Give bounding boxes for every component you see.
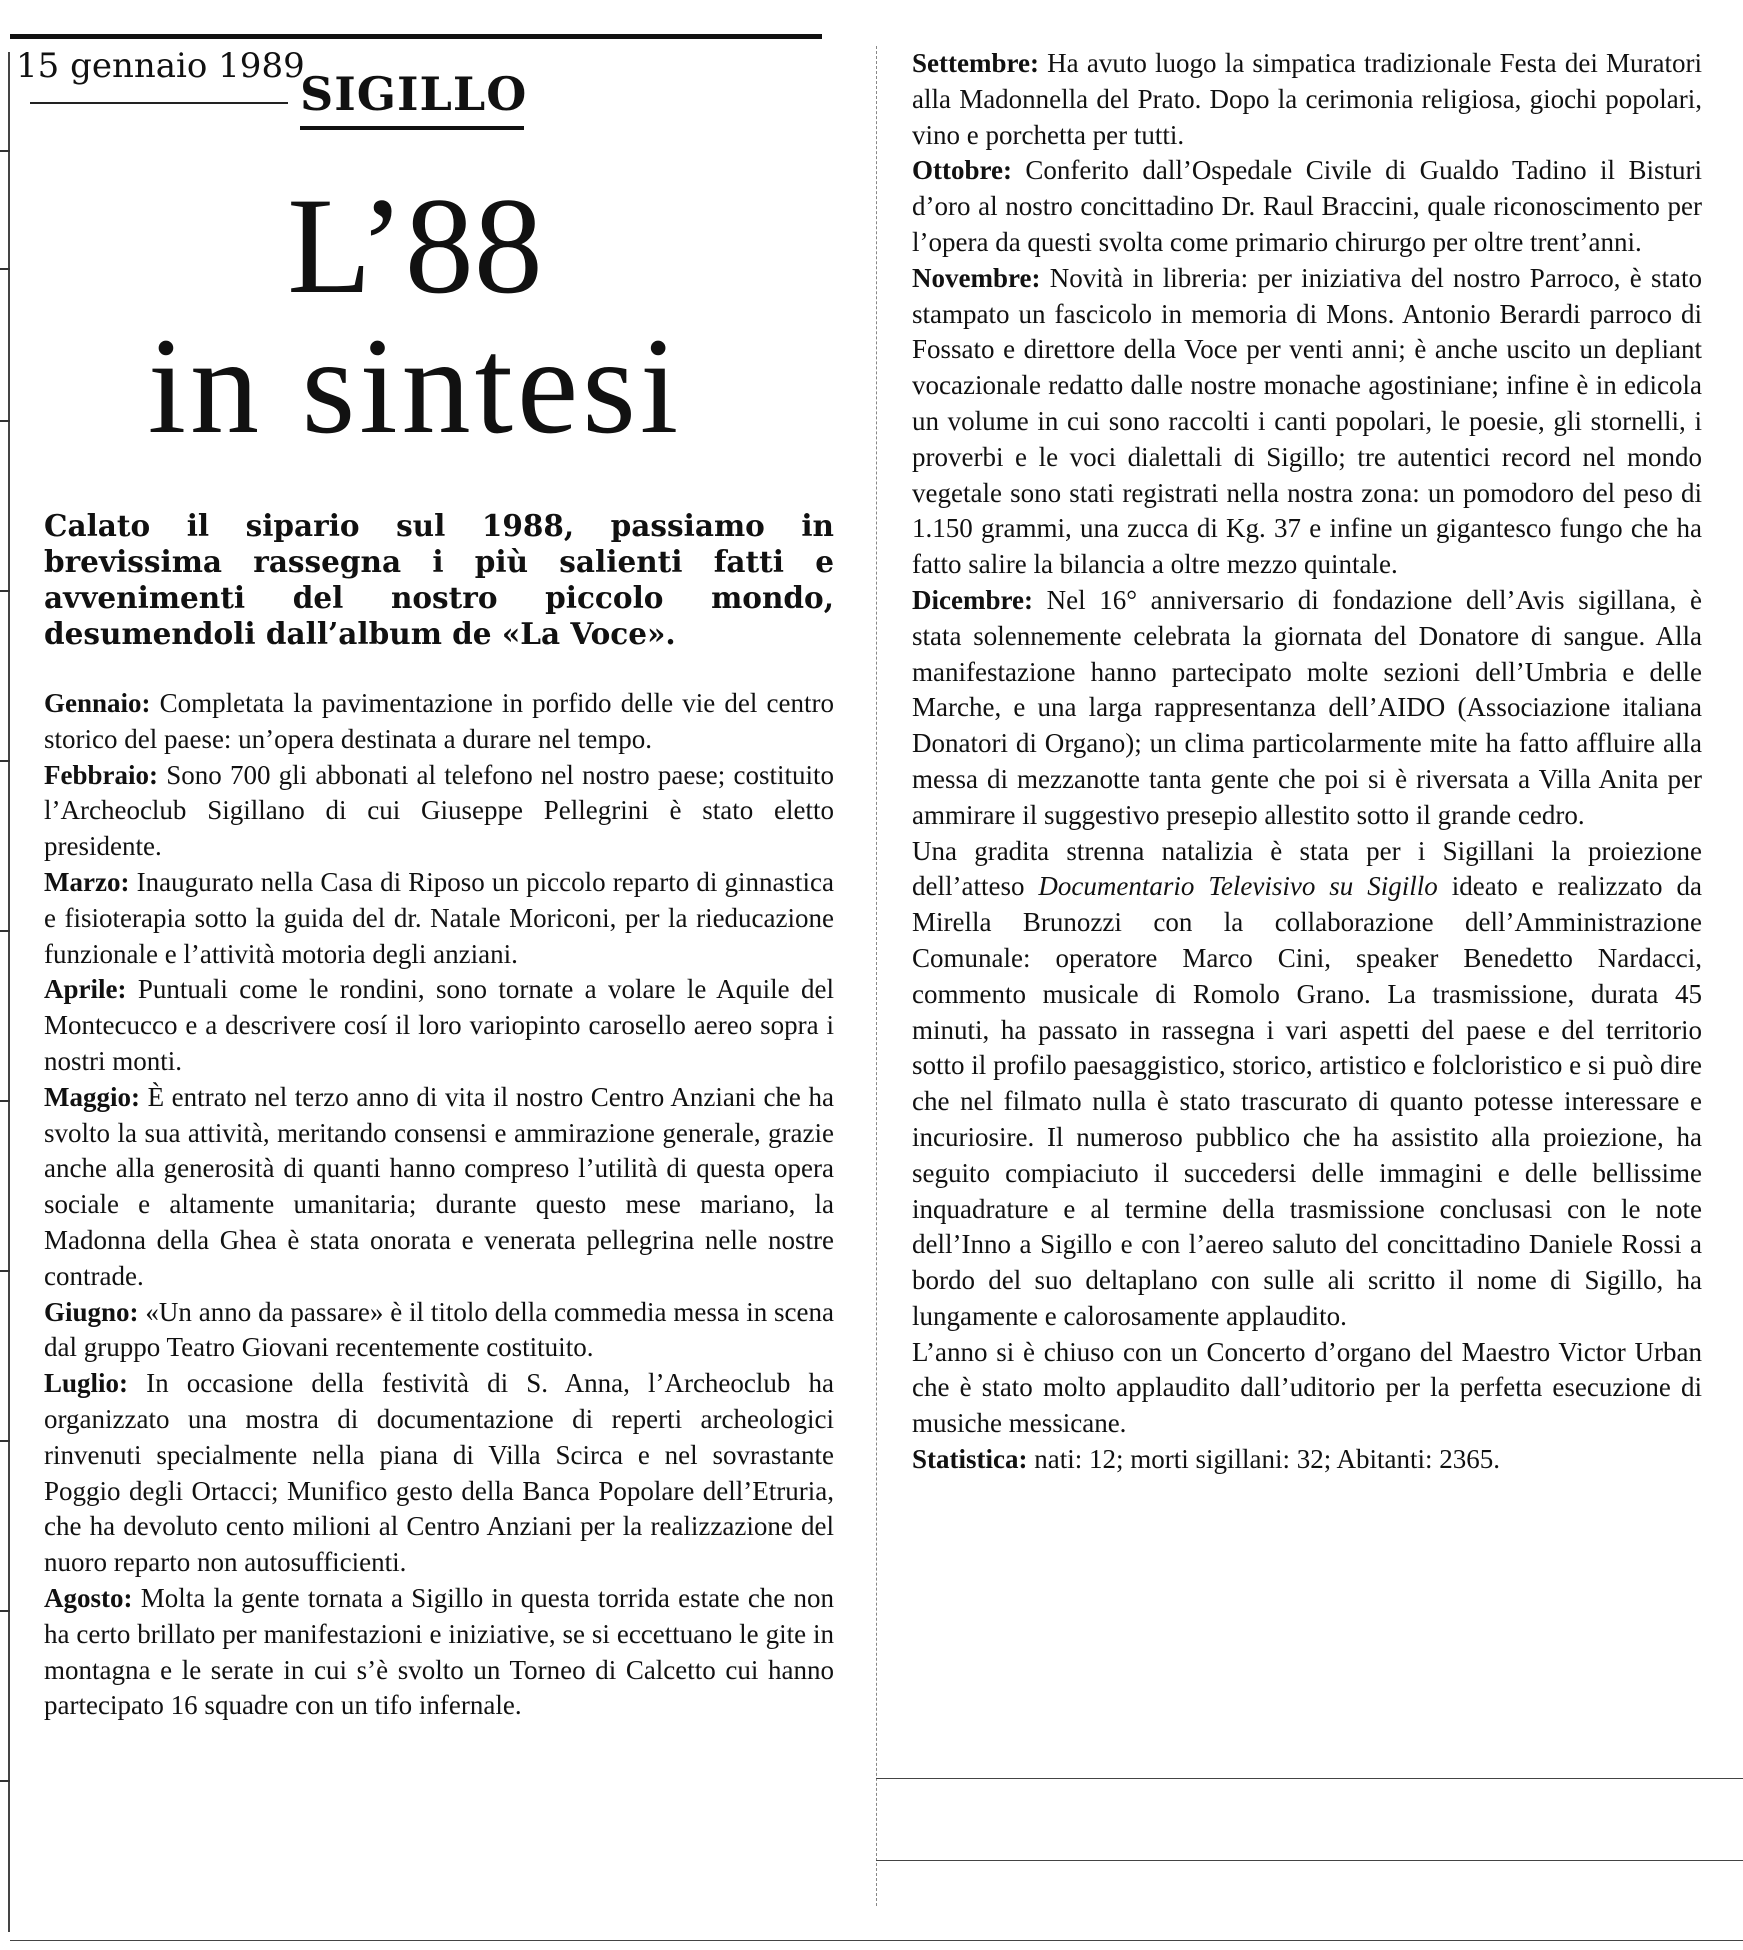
issue-date: 15 gennaio 1989 [16, 46, 305, 86]
month-label: Ottobre: [912, 155, 1012, 186]
date-underline [30, 102, 288, 104]
footer-rule [876, 1860, 1743, 1861]
closing-paragraph: L’anno si è chiuso con un Concerto d’organo del Maestro Victor Urban che è stato molto applaudito dall’uditorio per la perfetta esecuzione di musiche messicane. [912, 1336, 1702, 1439]
headline-line-1: L’88 [287, 169, 543, 322]
strenna-text-before: Una gradita strenna natalizia è stata per i Sigillani la proiezione dell’atteso [912, 835, 1702, 902]
month-text: Molta la gente tornata a Sigillo in questa torrida estate che non ha certo brillato per manifestazioni e iniziative, se si eccettuano le gite in montagna e le serate in cui s’è svolto un Torneo di Calcetto cui hanno partecipato 16 squadre con un tifo infernale. [44, 1582, 835, 1721]
month-label: Marzo: [44, 866, 130, 897]
documentary-title: Documentario Televisivo su Sigillo [1038, 871, 1438, 902]
month-paragraph [44, 865, 834, 972]
headline-line-2: in sintesi [147, 309, 683, 462]
margin-tick [0, 760, 10, 762]
statistics-label: Statistica: [912, 1444, 1028, 1475]
margin-tick [0, 1440, 10, 1442]
statistics-paragraph [912, 1442, 1702, 1478]
month-text: Novità in libreria: per iniziativa del nostro Parroco, è stato stampato un fascicolo in memoria di Mons. Antonio Berardi parroco di Fossato e direttore della Voce per venti anni; è anche uscito un depliant vocazionale redatto dalle nostre monache agostiniane; infine è in edicola un volume in cui sono raccolti i canti popolari, le poesie, gli stornelli, i proverbi e le voci dialettali di Sigillo; tre autentici record nel mondo vegetale sono stati registrati nella nostra zona: un pomodoro del peso di 1.150 grammi, una zucca di Kg. 37 e infine un gigantesco fungo che ha fatto salire la bilancia a oltre mezzo quintale. [912, 262, 1702, 580]
margin-tick [0, 1780, 10, 1782]
month-paragraph [912, 46, 1702, 153]
month-label: Luglio: [44, 1368, 129, 1399]
month-label: Gennaio: [44, 688, 151, 718]
month-text: Nel 16° anniversario di fondazione dell’Avis sigillana, è stata solennemente celebrata la giornata del Donatore di sangue. Alla manifestazione hanno partecipato molte sezioni dell’Umbria e delle Marche, e una larga rappresentanza dell’AIDO (Associazione italiana Donatori di Organo); un clima particolarmente mite ha fatto affluire alla messa di mezzanotte tanta gente che poi si è riversata a Villa Anita per ammirare il suggestivo presepio allestito sotto il grande cedro. [912, 584, 1703, 830]
month-paragraph [44, 686, 834, 758]
month-text: In occasione della festività di S. Anna, l’Archeoclub ha organizzato una mostra di documentazione di reperti archeologici rinvenuti specialmente nella piana di Villa Scirca e nel sovrastante Poggio degli Ortacci; Munifico gesto della Banca Popolare dell’Etruria, che ha devoluto cento milioni al Centro Anziani per la realizzazione del nuoro reparto non autosufficienti. [44, 1368, 835, 1578]
strenna-text-after: ideato e realizzato da Mirella Brunozzi con la collaborazione dell’Amministrazione Comunale: operatore Marco Cini, speaker Benedetto Nardacci, commento musicale di Romolo Grano. La trasmissione, durata 45 minuti, ha passato in rassegna i vari aspetti del paese e del territorio sotto il profilo paesaggistico, storico, artistico e folcloristico e si può dire che nel filmato nulla è stato trascurato di quanto potesse interessare e incuriosire. Il numeroso pubblico che ha assistito alla proiezione, ha seguito compiaciuto il succedersi delle immagini e delle bellissime inquadrature e al termine della trasmissione conclusasi con le note dell’Inno a Sigillo e con l’aereo saluto del concittadino Daniele Rossi a bordo del suo deltaplano con sulle ali scritto il nome di Sigillo, ha lungamente e calorosamente applaudito. [912, 871, 1702, 1331]
footer-rule [876, 1778, 1743, 1779]
month-paragraph [44, 1581, 834, 1724]
lead-paragraph: Calato il sipario sul 1988, passiamo in brevissima rassegna i più salienti fatti e avvenimenti del nostro piccolo mondo, desumendoli dall’album de «La Voce». [44, 508, 834, 651]
month-paragraph [44, 1080, 834, 1295]
month-paragraph [44, 758, 834, 865]
month-text: È entrato nel terzo anno di vita il nostro Centro Anziani che ha svolto la sua attività, meritando consensi e ammirazione generale, grazie anche alla generosità di quanti hanno compreso l’utilità di questa opera sociale e altamente umanitaria; durante questo mese mariano, la Madonna della Ghea è stata onorata e venerata pellegrina nelle nostre contrade. [44, 1081, 834, 1291]
month-label: Febbraio: [44, 759, 158, 790]
month-label: Giugno: [44, 1296, 139, 1327]
month-label: Maggio: [44, 1081, 140, 1112]
margin-tick [0, 1270, 10, 1272]
bottom-rule [10, 1940, 1743, 1941]
left-column [44, 686, 834, 1724]
section-underline [300, 126, 524, 130]
statistics-text: nati: 12; morti sigillani: 32; Abitanti: 2365. [1034, 1444, 1500, 1475]
month-paragraph [44, 1295, 834, 1367]
month-label: Novembre: [912, 262, 1041, 293]
month-paragraph [912, 261, 1702, 583]
month-text: «Un anno da passare» è il titolo della commedia messa in scena dal gruppo Teatro Giovani recentemente costituito. [44, 1296, 835, 1363]
month-paragraph [912, 153, 1702, 260]
month-text: Conferito dall’Ospedale Civile di Gualdo Tadino il Bisturi d’oro al nostro concittadino Dr. Raul Braccini, quale riconoscimento per l’opera da questi svolta come primario chirurgo per oltre trent’anni. [912, 155, 1702, 257]
month-label: Aprile: [44, 974, 127, 1005]
month-text: Completata la pavimentazione in porfido delle vie del centro storico del paese: un’opera destinata a durare nel tempo. [44, 688, 835, 754]
month-label: Agosto: [44, 1582, 133, 1613]
strenna-paragraph [912, 834, 1702, 1335]
margin-tick [0, 1610, 10, 1612]
month-text: Inaugurato nella Casa di Riposo un piccolo reparto di ginnastica e fisioterapia sotto la guida del dr. Natale Moriconi, per la rieducazione funzionale e l’attività motoria degli anziani. [44, 866, 835, 969]
section-heading: SIGILLO [300, 67, 528, 121]
margin-tick [0, 1100, 10, 1102]
month-label: Settembre: [912, 48, 1039, 78]
column-divider [876, 46, 878, 1906]
margin-tick [0, 590, 10, 592]
month-paragraph [44, 1366, 834, 1581]
margin-tick [0, 930, 10, 932]
month-text: Puntuali come le rondini, sono tornate a volare le Aquile del Montecucco e a descrivere cosí il loro variopinto carosello aereo sopra i nostri monti. [44, 974, 834, 1076]
top-rule [10, 34, 822, 39]
month-text: Ha avuto luogo la simpatica tradizionale Festa dei Muratori alla Madonnella del Prato. Dopo la cerimonia religiosa, giochi popolari, vino e porchetta per tutti. [912, 48, 1703, 150]
margin-tick [0, 150, 10, 152]
month-paragraph [912, 583, 1702, 834]
right-column [912, 46, 1702, 1478]
month-paragraph [44, 972, 834, 1079]
month-text: Sono 700 gli abbonati al telefono nel nostro paese; costituito l’Archeoclub Sigillano di cui Giuseppe Pellegrini è stato eletto presidente. [44, 759, 834, 862]
month-label: Dicembre: [912, 584, 1033, 615]
